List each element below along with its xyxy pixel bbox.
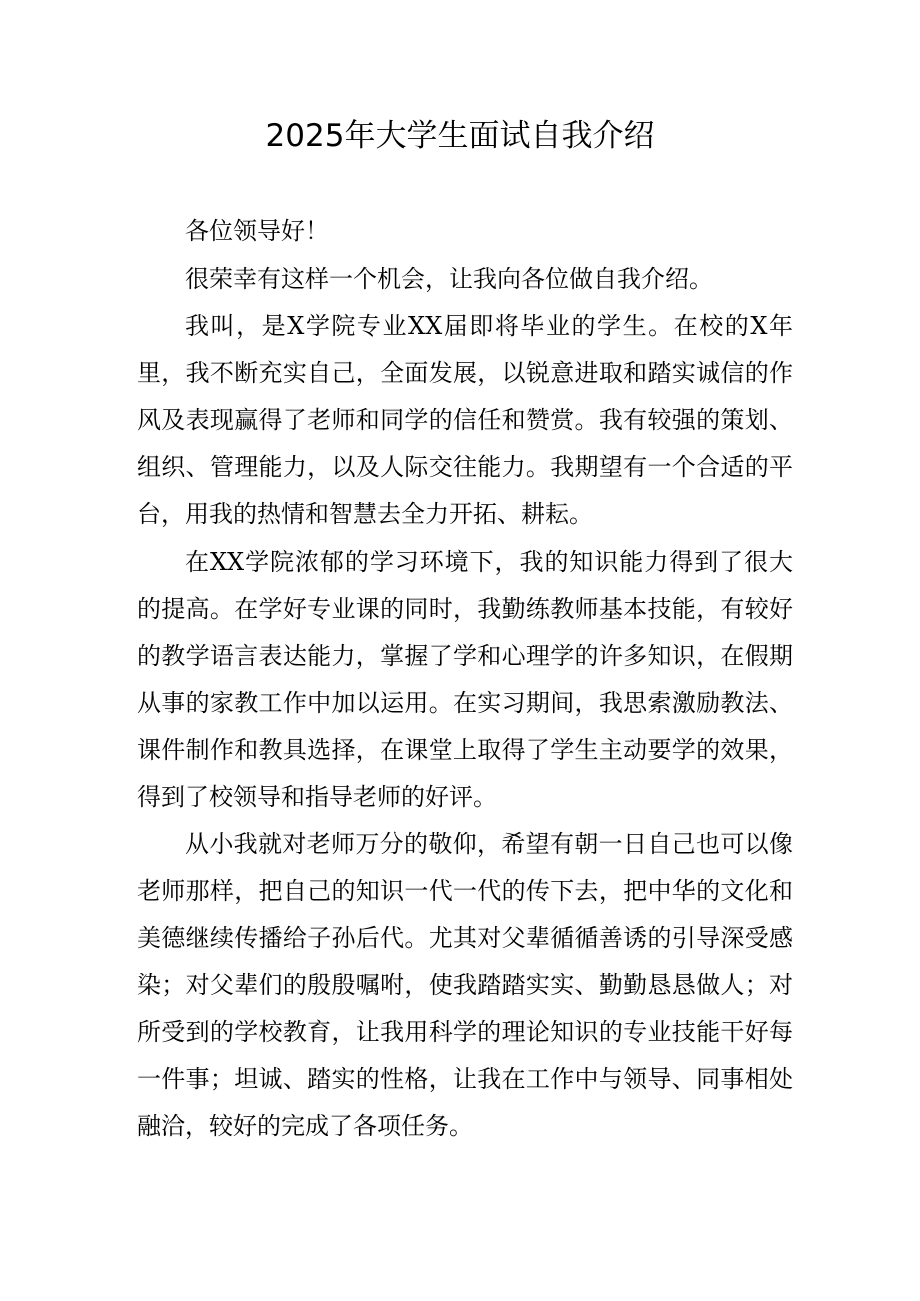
paragraph-study: 在XX学院浓郁的学习环境下，我的知识能力得到了很大的提高。在学好专业课的同时，我勤练教师基本技能，有较好的教学语言表达能力，掌握了学和心理学的许多知识，在假期从事的家教工作中加以运用。在实习期间，我思索激励教法、课件制作和教具选择，在课堂上取得了学生主动要学的效果，得到了校领导和指导老师的好评。 [137, 547, 793, 811]
paragraph-intro: 很荣幸有这样一个机会，让我向各位做自我介绍。 [185, 264, 713, 293]
paragraph-background: 我叫，是X学院专业XX届即将毕业的学生。在校的X年里，我不断充实自己，全面发展，以锐意进取和踏实诚信的作风及表现赢得了老师和同学的信任和赞赏。我有较强的策划、组织、管理能力，以及人际交往能力。我期望有一个合适的平台，用我的热情和智慧去全力开拓、耕耘。 [137, 312, 793, 528]
paragraph-greeting: 各位领导好！ [185, 217, 329, 245]
document-title: 2025年大学生面试自我介绍 [265, 118, 655, 154]
paragraph-aspiration: 从小我就对老师万分的敬仰，希望有朝一日自己也可以像老师那样，把自己的知识一代一代的传下去，把中华的文化和美德继续传播给子孙后代。尤其对父辈循循善诱的引导深受感染；对父辈们的殷殷嘱咐，使我踏踏实实、勤勤恳恳做人；对所受到的学校教育，让我用科学的理论知识的专业技能干好每一件事；坦诚、踏实的性格，让我在工作中与领导、同事相处融洽，较好的完成了各项任务。 [137, 830, 793, 1140]
document-body [137, 208, 793, 1151]
